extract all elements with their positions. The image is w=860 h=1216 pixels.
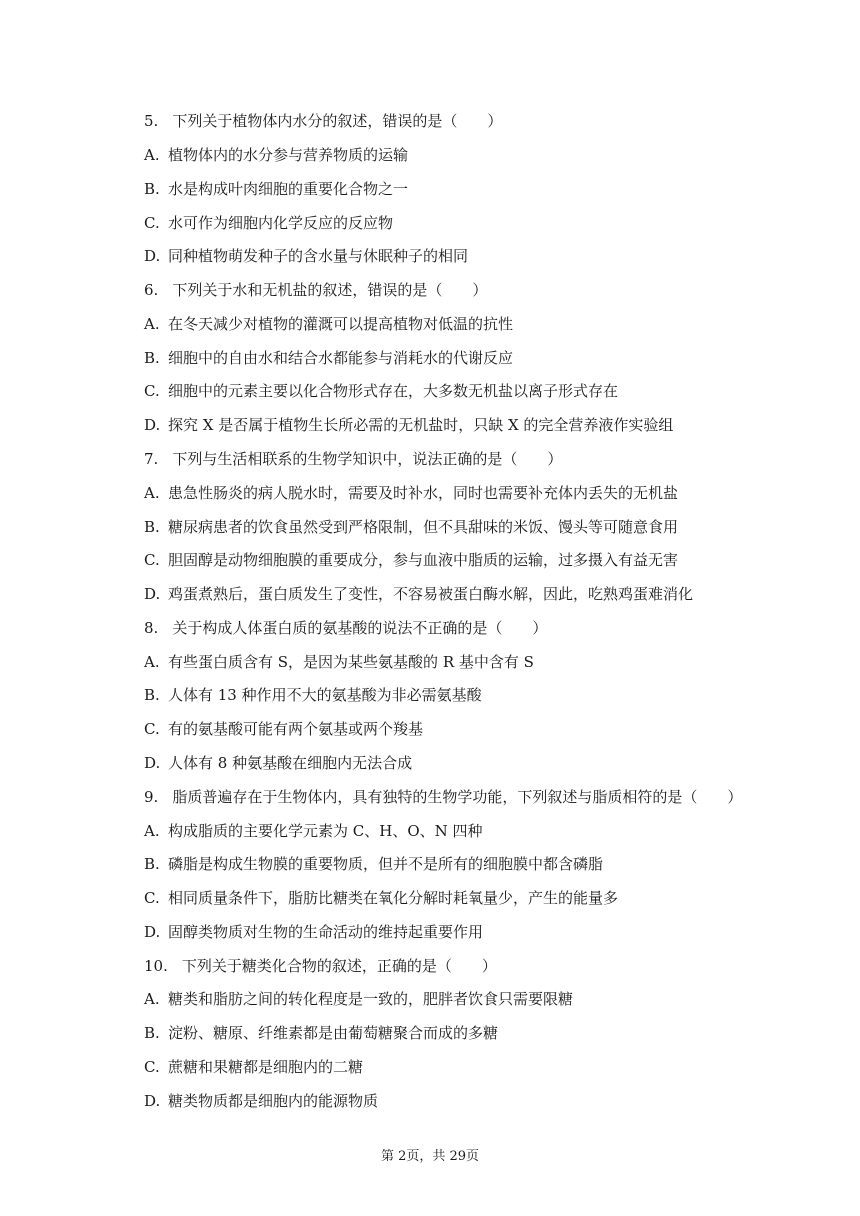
question-7-option-b bbox=[144, 517, 784, 537]
option-letter: D. bbox=[144, 247, 161, 265]
option-letter: C. bbox=[144, 889, 160, 907]
question-number: 5. bbox=[144, 112, 159, 130]
option-text: 构成脂质的主要化学元素为 C、H、O、N 四种 bbox=[168, 822, 483, 840]
question-5-option-b bbox=[144, 179, 784, 199]
option-text: 患急性肠炎的病人脱水时，需要及时补水，同时也需要补充体内丢失的无机盐 bbox=[168, 484, 679, 502]
option-letter: C. bbox=[144, 214, 160, 232]
question-number: 6. bbox=[144, 281, 159, 299]
question-6-option-b bbox=[144, 348, 784, 368]
question-number: 8. bbox=[144, 619, 159, 637]
question-9-option-a bbox=[144, 821, 784, 841]
question-6-option-d bbox=[144, 415, 784, 435]
option-letter: A. bbox=[144, 315, 160, 333]
option-text: 鸡蛋煮熟后，蛋白质发生了变性，不容易被蛋白酶水解，因此，吃熟鸡蛋难消化 bbox=[168, 585, 694, 603]
option-letter: A. bbox=[144, 822, 160, 840]
question-5-option-c bbox=[144, 213, 784, 233]
option-text: 蔗糖和果糖都是细胞内的二糖 bbox=[168, 1058, 364, 1076]
option-letter: D. bbox=[144, 754, 161, 772]
option-text: 胆固醇是动物细胞膜的重要成分，参与血液中脂质的运输，过多摄入有益无害 bbox=[168, 551, 679, 569]
option-text: 在冬天减少对植物的灌溉可以提高植物对低温的抗性 bbox=[168, 315, 514, 333]
option-text: 有些蛋白质含有 S，是因为某些氨基酸的 R 基中含有 S bbox=[168, 653, 534, 671]
option-letter: D. bbox=[144, 585, 161, 603]
option-letter: C. bbox=[144, 382, 160, 400]
option-text: 人体有 8 种氨基酸在细胞内无法合成 bbox=[168, 754, 413, 772]
question-text: 下列与生活相联系的生物学知识中，说法正确的是（ ） bbox=[172, 450, 563, 468]
option-letter: D. bbox=[144, 1092, 161, 1110]
option-text: 水可作为细胞内化学反应的反应物 bbox=[168, 214, 394, 232]
option-letter: A. bbox=[144, 990, 160, 1008]
option-text: 水是构成叶肉细胞的重要化合物之一 bbox=[168, 180, 409, 198]
question-9-option-c bbox=[144, 888, 784, 908]
question-10-option-b bbox=[144, 1023, 784, 1043]
question-8-stem bbox=[144, 618, 784, 638]
option-letter: B. bbox=[144, 180, 160, 198]
question-8-option-b bbox=[144, 685, 784, 705]
question-9-option-b bbox=[144, 854, 784, 874]
option-letter: A. bbox=[144, 484, 160, 502]
question-7-option-a bbox=[144, 483, 784, 503]
question-8-option-c bbox=[144, 719, 784, 739]
question-6-option-a bbox=[144, 314, 784, 334]
option-letter: C. bbox=[144, 551, 160, 569]
question-10-stem bbox=[144, 956, 784, 976]
option-letter: B. bbox=[144, 1024, 160, 1042]
option-letter: D. bbox=[144, 416, 161, 434]
option-text: 人体有 13 种作用不大的氨基酸为非必需氨基酸 bbox=[168, 686, 482, 704]
option-text: 细胞中的自由水和结合水都能参与消耗水的代谢反应 bbox=[168, 349, 514, 367]
option-letter: B. bbox=[144, 518, 160, 536]
question-5-option-a bbox=[144, 145, 784, 165]
question-9-option-d bbox=[144, 922, 784, 942]
question-10-option-c bbox=[144, 1057, 784, 1077]
question-text: 下列关于糖类化合物的叙述，正确的是（ ） bbox=[181, 957, 497, 975]
option-letter: B. bbox=[144, 349, 160, 367]
question-8-option-a bbox=[144, 652, 784, 672]
question-10-option-a bbox=[144, 989, 784, 1009]
option-letter: B. bbox=[144, 855, 160, 873]
question-number: 10. bbox=[144, 957, 168, 975]
question-number: 7. bbox=[144, 450, 159, 468]
option-text: 植物体内的水分参与营养物质的运输 bbox=[168, 146, 409, 164]
option-letter: A. bbox=[144, 146, 160, 164]
question-6-option-c bbox=[144, 381, 784, 401]
question-7-option-c bbox=[144, 550, 784, 570]
option-text: 淀粉、糖原、纤维素都是由葡萄糖聚合而成的多糖 bbox=[168, 1024, 499, 1042]
option-text: 磷脂是构成生物膜的重要物质，但并不是所有的细胞膜中都含磷脂 bbox=[168, 855, 604, 873]
option-text: 探究 X 是否属于植物生长所必需的无机盐时，只缺 X 的完全营养液作实验组 bbox=[168, 416, 674, 434]
question-5-stem bbox=[144, 111, 784, 131]
question-number: 9. bbox=[144, 788, 159, 806]
question-7-option-d bbox=[144, 584, 784, 604]
option-letter: D. bbox=[144, 923, 161, 941]
question-5-option-d bbox=[144, 246, 784, 266]
option-text: 糖类和脂肪之间的转化程度是一致的，肥胖者饮食只需要限糖 bbox=[168, 990, 574, 1008]
option-text: 有的氨基酸可能有两个氨基或两个羧基 bbox=[168, 720, 424, 738]
question-10-option-d bbox=[144, 1091, 784, 1111]
question-6-stem bbox=[144, 280, 784, 300]
option-letter: A. bbox=[144, 653, 160, 671]
option-text: 同种植物萌发种子的含水量与休眠种子的相同 bbox=[168, 247, 469, 265]
question-text: 下列关于水和无机盐的叙述，错误的是（ ） bbox=[172, 281, 488, 299]
page-footer: 第 2页，共 29页 bbox=[380, 1149, 480, 1164]
option-text: 糖类物质都是细胞内的能源物质 bbox=[168, 1092, 379, 1110]
question-text: 脂质普遍存在于生物体内，具有独特的生物学功能，下列叙述与脂质相符的是（ ） bbox=[172, 788, 743, 806]
question-9-stem bbox=[144, 787, 784, 807]
question-8-option-d bbox=[144, 753, 784, 773]
question-text: 关于构成人体蛋白质的氨基酸的说法不正确的是（ ） bbox=[172, 619, 548, 637]
option-letter: C. bbox=[144, 1058, 160, 1076]
option-letter: B. bbox=[144, 686, 160, 704]
option-letter: C. bbox=[144, 720, 160, 738]
option-text: 细胞中的元素主要以化合物形式存在，大多数无机盐以离子形式存在 bbox=[168, 382, 619, 400]
option-text: 相同质量条件下，脂肪比糖类在氧化分解时耗氧量少，产生的能量多 bbox=[168, 889, 619, 907]
question-7-stem bbox=[144, 449, 784, 469]
option-text: 糖尿病患者的饮食虽然受到严格限制，但不具甜味的米饭、馒头等可随意食用 bbox=[168, 518, 679, 536]
question-text: 下列关于植物体内水分的叙述，错误的是（ ） bbox=[172, 112, 503, 130]
option-text: 固醇类物质对生物的生命活动的维持起重要作用 bbox=[168, 923, 484, 941]
